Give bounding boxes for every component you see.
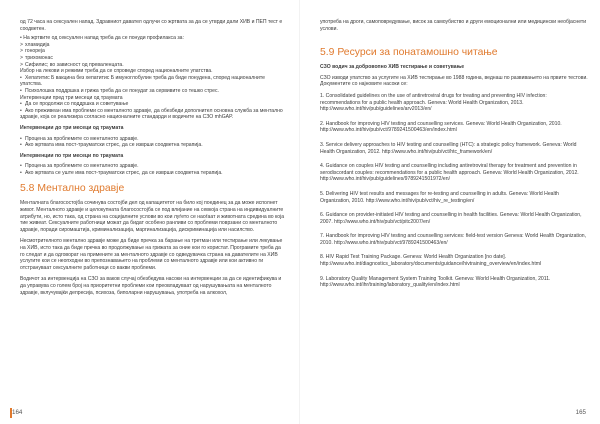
bullet-list-4 (20, 136, 286, 149)
label-after-three-months: Интервенции по три месеци по траумата (20, 152, 124, 159)
list-item: • Хепатитис Б вакцина без хепатитис Б имуноглобулин треба да биде понудена, според националните упатства. (20, 74, 265, 88)
reference-item: 7. Handbook for improving HIV testing and counselling services: field-test version Geneva: World Health Organization, 2010. http://www.who.int/hiv/pub/vct/9789241500463/en/ (320, 233, 587, 246)
list-item: • Психолошка поддршка и грижа треба да се понудат за сервивите со тешко стрес. (20, 87, 219, 94)
left-para-5: Несмотрителното ментално здравје може да биде пречка за барање на третман или тестирање или лекување на ХИВ, исто така да биде пречка во продолжување на грижата за оние кои го користат. Програмите треба да го следат и да одговорат на примените за менталното здравје со одведувачка страна на давателите на ХИВ услугите кои се неопходни во препознавањето на проблеми со менталното здравје или кои активно ги отстрануваат сексуалните работници со вакви проблеми. (20, 238, 283, 271)
resources-intro: СЗО изводи упатство за услугите на ХИВ тестирање во 1988 година, веднаш по развивањето на првите тестови. Документите со најновите насоки се: (320, 74, 588, 88)
reference-item: 9. Laboratory Quality Management System Training Toolkit. Geneva: World Health Organization, 2011. http://www.who.int/ihr/training/laboratory_quality/en/index.html (320, 275, 551, 289)
list-item: • Процена за проблемите со менталното здравје. (20, 135, 139, 142)
label-up-to-three-months: Интервенции до три месеци од траумата (20, 124, 124, 131)
list-item: > трихомонас (20, 54, 53, 61)
resources-subheading: СЗО водич за добровопно ХИВ тестирање и советување (320, 64, 465, 71)
bullet-list-3 (20, 101, 286, 121)
list-item: • Ако жртвата има пост-трауматски стрес, да се изврши соодветна терапија. (20, 142, 203, 149)
list-item: • Процена за проблемите со менталното здравје. (20, 163, 139, 170)
reference-item: 4. Guidance on couples HIV testing and counselling including antiretroviral therapy for treatment and prevention in serodiscordant couples: recommendations for a public health approach. Geneva: World Health Organization, 2012. http://www.who.int/hiv/pub/guidelines/9789241501972/en/ (320, 163, 579, 183)
reference-item: 6. Guidance on provider-initiated HIV testing and counselling in health facilities. Geneva: World Health Organization, 2007. http://www.who.int/hiv/pub/vct/pitc2007/en/ (320, 212, 582, 225)
section-heading-mental-health: 5.8 Ментално здравје (20, 183, 125, 195)
list-item: > Сифилис; во зависност од преваленцата. (20, 61, 124, 68)
bullet-list-2 (20, 75, 286, 95)
left-para-2: Избор на лекови и режими треба да се спроведе според националните упатства. (20, 68, 213, 75)
reference-item: 8. HIV Rapid Test Training Package. Geneva: World Health Organization [no date]. http://www.who.int/diagnostics_laboratory/documents/guidance/hivtraining_overview/en/index.html (320, 254, 542, 268)
page-number-left: 164 (12, 409, 23, 416)
bullets-1-intro: • На жртвите од сексуален напад треба да се понуди профилакса за: (20, 35, 184, 42)
left-para-3: Интервенции пред три месеци од траумата (20, 94, 123, 101)
bullet-list-1 (20, 42, 286, 68)
list-item: > гонореја (20, 48, 45, 55)
bullet-list-5 (20, 163, 286, 176)
reference-item: 5. Delivering HIV test results and messages for re-testing and counselling in adults. Geneva: World Health Organization, 2010. http://www.who.int/hiv/pub/vct/hiv_re_testing/en/ (320, 190, 559, 204)
reference-item: 3. Service delivery approaches to HIV testing and counselling (HTC): a strategic policy framework. Geneva: World Health Organization, 2012. http://www.who.int/hiv/pub/vct/htc_framework/en/ (320, 141, 577, 155)
reference-item: 2. Handbook for improving HIV testing and counselling services. Geneva: World Health Organization, 2010. http://www.who.int/hiv/pub/vct/9789241500463/en/index.html (320, 120, 562, 134)
section-heading-resources: 5.9 Ресурси за понатамошно читање (320, 47, 498, 59)
list-item: • Да се продолжи со поддршка и советување (20, 101, 129, 108)
right-page (300, 0, 600, 424)
left-para-6: Водичот за интервенција на СЗО за ваков случај обезбедува насоки на интервенции за да се идентификува и да управува со голем број на приоритетни проблеми кои преовладуваат од нарушувањата на менталното здравје, вклучувајќи депресија, психоза, биполарни нарушувања, употреба на алкохол, (20, 276, 282, 296)
left-top-paragraph: од 72 часа на сексуален напад. Здравниот давател одлучи со жртвата за да се утврди дали ХИВ и ПЕП тест е соодветен. (20, 19, 283, 32)
list-item: > хламидија (20, 41, 50, 48)
list-item: • Ако жртвата се уште има пост-трауматски стрес, да се изврши соодветна терапија. (20, 169, 223, 176)
page-number-right: 165 (575, 409, 586, 416)
right-top-paragraph: употреба на дроги, самоповредување, висок за самоубиство и други емоционални или медицински необјаснети услови. (320, 19, 587, 32)
reference-item: 1. Consolidated guidelines on the use of antiretroviral drugs for treating and preventing HIV infection: recommendations for a public health approach. Geneva: World Health Organization, 2013. http://www.who.int/hiv/pub/guidelines/arv2013/en/ (320, 92, 547, 113)
left-para-4: Менталната благосостојба сочинува состојби дел од капацитетот на било кој поединец за да може исполнет живот. Менталното здравје и целокупната благосостојба се под влијание на севкоја страна на индивидуалните атрибути, но, исто така, од страна на социјалните услови во кои луѓето се наоѓаат и животната средина во која тие живеат. Сексуалните работници можат да бидат особено ранливи со проблеми поврзани со менталното здравје, поради сиромаштија, криминализација, маргинализација, дискриминација или насилство. (20, 200, 285, 233)
list-item: • Ако преживеан има проблеми со менталното здравје, да обезбеди дополнител основна служба за ментално здравје, која се реализира согласно националните стандарди и водичите на СЗО mhGAP. (20, 107, 283, 121)
